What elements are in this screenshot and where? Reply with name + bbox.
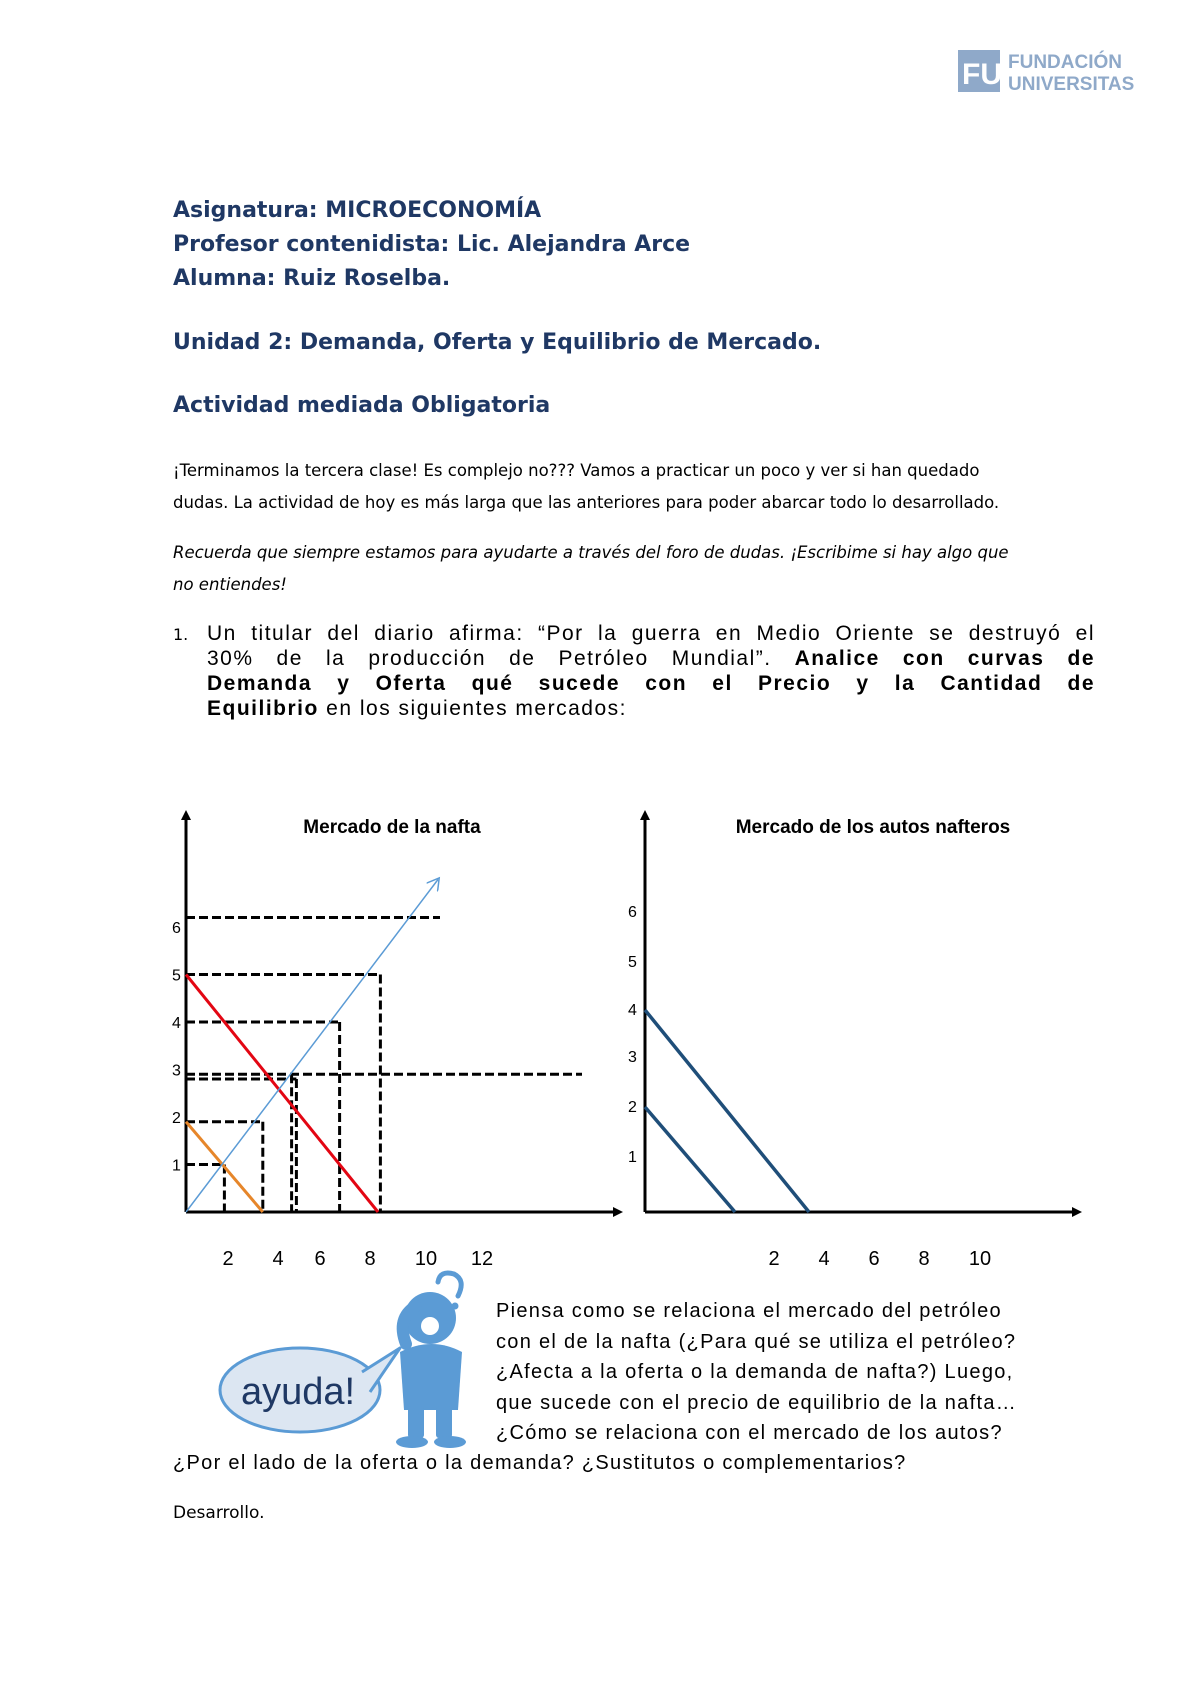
chart-nafta-y-tick: 4 (172, 1015, 181, 1032)
chart-autos-x-tick: 2 (768, 1248, 780, 1270)
chart-nafta-y-tick: 1 (172, 1157, 181, 1175)
thinking-person-icon (396, 1273, 466, 1448)
svg-text:ayuda!: ayuda! (240, 1371, 356, 1413)
chart-autos-title: Mercado de los autos nafteros (735, 817, 1011, 838)
chart-autos-y-tick: 5 (628, 954, 637, 971)
hint-text: Piensa como se relaciona el mercado del petróleo con el de la nafta (¿Para qué se utiliza el petróleo? ¿Afecta a la oferta o la demanda de nafta?) Luego, que sucede con el precio de equilibrio de la nafta… ¿Cómo se relaciona con el mercado de los autos? (496, 1300, 1018, 1444)
chart-nafta-title: Mercado de la nafta (303, 817, 481, 838)
chart-autos-x-tick: 4 (818, 1248, 830, 1270)
chart-nafta-x-tick: 2 (222, 1248, 234, 1270)
chart-autos-y-tick: 3 (628, 1049, 637, 1066)
chart-nafta-y-tick: 6 (172, 920, 181, 937)
chart-nafta-x-tick: 10 (414, 1248, 438, 1270)
chart-autos-y-tick: 2 (628, 1099, 637, 1116)
development-label: Desarrollo. (173, 1503, 265, 1523)
chart-autos-curve-1 (645, 1107, 735, 1212)
chart-nafta-x-tick: 12 (470, 1248, 494, 1270)
chart-autos-y-tick: 1 (628, 1149, 637, 1166)
forum-reminder: Recuerda que siempre estamos para ayudarte a través del foro de dudas. ¡Escribime si hay algo que no entiendes! (173, 543, 1009, 594)
subject-line: Asignatura: MICROECONOMÍA (173, 198, 542, 223)
chart-nafta-x-tick: 4 (272, 1248, 284, 1270)
svg-text:FUNDACIÓN: FUNDACIÓN (1008, 52, 1122, 73)
chart-autos-curve-0 (645, 1010, 809, 1212)
svg-text:FU: FU (962, 58, 1002, 91)
help-speech-bubble (220, 1348, 400, 1432)
hint-text-last-line: ¿Por el lado de la oferta o la demanda? ¿Sustitutos o complementarios? (173, 1452, 907, 1474)
intro-paragraph: ¡Terminamos la tercera clase! Es complejo no??? Vamos a practicar un poco y ver si han quedado dudas. La actividad de hoy es más larga que las anteriores para poder abarcar todo lo desarrollado. (173, 461, 1000, 512)
chart-autos (628, 815, 1077, 1270)
chart-nafta-y-tick: 5 (172, 967, 181, 985)
student-line: Alumna: Ruiz Roselba. (173, 266, 451, 291)
chart-nafta (172, 815, 618, 1270)
chart-autos-x-tick: 10 (968, 1248, 992, 1270)
chart-nafta-x-tick: 8 (364, 1248, 376, 1270)
chart-autos-y-tick: 6 (628, 904, 637, 921)
activity-title: Actividad mediada Obligatoria (173, 393, 551, 418)
professor-line: Profesor contenidista: Lic. Alejandra Arce (173, 232, 691, 257)
chart-nafta-curve-2 (186, 880, 438, 1213)
svg-text:UNIVERSITAS: UNIVERSITAS (1008, 74, 1135, 94)
help-illustration (220, 1273, 466, 1448)
chart-autos-x-tick: 8 (918, 1248, 930, 1270)
question-text: Un titular del diario afirma: “Por la guerra en Medio Oriente se destruyó el 30% de la producción de Petróleo Mundial”. Analice con curvas de Demanda y Oferta qué sucede con el Precio y la Cantidad de Equilibrio en los siguientes mercados: (207, 622, 1095, 720)
chart-nafta-curve-0 (186, 975, 378, 1213)
chart-nafta-x-tick: 6 (314, 1248, 326, 1270)
chart-autos-x-tick: 6 (868, 1248, 880, 1270)
question-number: 1. (173, 625, 189, 644)
unit-title: Unidad 2: Demanda, Oferta y Equilibrio de Mercado. (173, 330, 822, 355)
chart-nafta-y-tick: 2 (172, 1110, 181, 1127)
chart-autos-y-tick: 4 (628, 1002, 637, 1019)
chart-nafta-y-tick: 3 (172, 1062, 181, 1080)
